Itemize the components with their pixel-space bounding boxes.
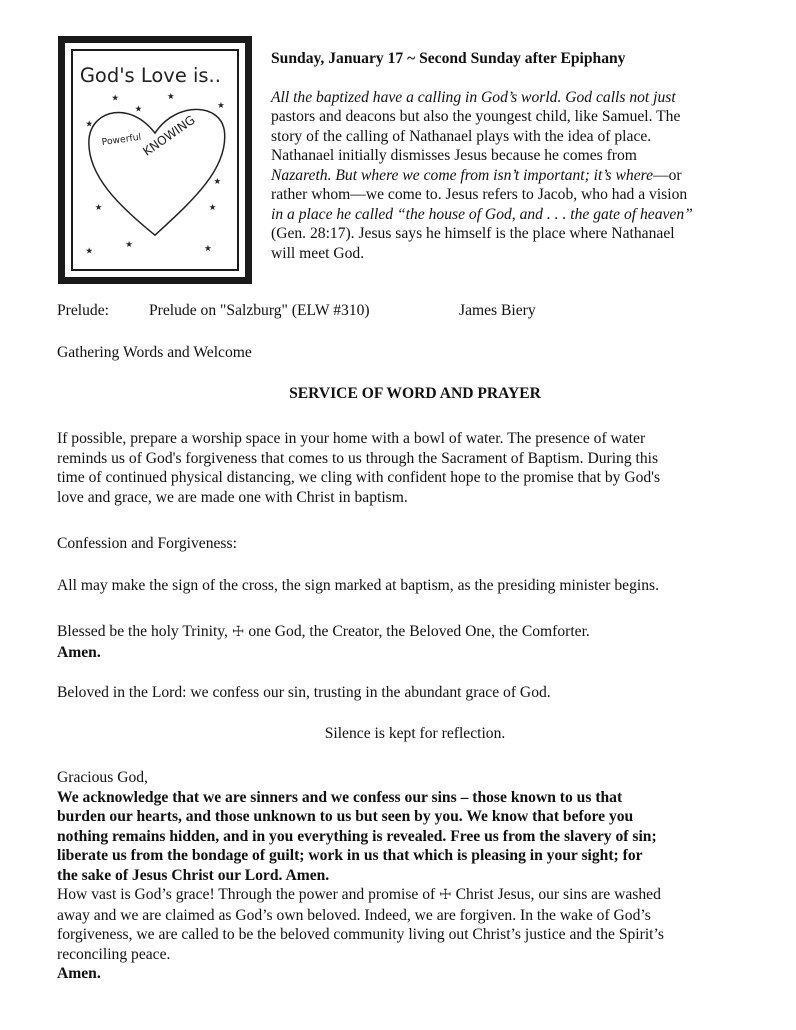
star-icon: ★ <box>111 93 119 103</box>
star-icon: ★ <box>217 101 225 111</box>
absolution-first-line <box>57 885 773 906</box>
blessed-after: one God, the Creator, the Beloved One, the Comforter. <box>248 623 590 640</box>
star-icon: ★ <box>134 104 143 114</box>
confession-prayer <box>57 768 773 984</box>
intro-segment: Nathanael initially dismisses Jesus because he comes from <box>271 147 637 164</box>
intro-segment: —or <box>653 166 682 184</box>
final-amen: Amen. <box>57 965 101 982</box>
heart-outline <box>89 109 225 235</box>
intro-segment: Nazareth. But where we come from isn’t important; it’s where <box>271 166 654 184</box>
confession-line: We acknowledge that we are sinners and we confess our sins – those known to us that <box>57 788 623 806</box>
star-icon: ★ <box>85 119 93 129</box>
confession-line: nothing remains hidden, and in you everything is revealed. Free us from the slavery of sin; <box>57 827 657 845</box>
confession-lines <box>57 788 773 886</box>
star-icon: ★ <box>125 240 133 250</box>
intro-segment: All the baptized have a calling in God’s world. God calls not just <box>271 88 676 106</box>
silence-rubric: Silence is kept for reflection. <box>324 725 506 742</box>
absolution-line: reconciling peace. <box>57 945 171 963</box>
star-icon: ★ <box>208 203 217 213</box>
header-block <box>271 49 771 263</box>
rubric-sign-of-cross: All may make the sign of the cross, the sign marked at baptism, as the presiding minister begins. <box>57 577 659 594</box>
intro-segment: in a place he called “the house of God, and . . . the gate of heaven” <box>271 205 693 223</box>
star-icon: ★ <box>167 91 175 101</box>
confession-line: burden our hearts, and those unknown to us but seen by you. We know that before you <box>57 808 634 825</box>
prelude-label: Prelude: <box>57 302 109 319</box>
blessed-line <box>57 622 773 643</box>
amen-response: Amen. <box>57 643 101 661</box>
intro-line <box>271 205 771 225</box>
paragraph-line: time of continued physical distancing, we cling with confident hope to the promise that by God's <box>57 469 661 486</box>
logo-title: God's Love is.. <box>79 64 221 88</box>
intro-line <box>271 244 771 264</box>
intro-line <box>271 224 771 244</box>
star-icon: ★ <box>213 177 221 187</box>
absolution-rest <box>57 906 773 965</box>
star-icon: ★ <box>94 203 103 213</box>
intro-line <box>271 185 771 205</box>
intro-segment: will meet God. <box>271 244 365 262</box>
intro-line <box>271 88 771 108</box>
prelude-composer: James Biery <box>459 302 536 319</box>
gods-love-logo <box>58 36 252 284</box>
logo-word-powerful: Powerful <box>101 131 142 149</box>
heart-drawing <box>65 43 245 277</box>
logo-word-knowing: KNOWING <box>140 112 198 159</box>
star-icon: ★ <box>85 246 93 256</box>
worship-space-paragraph <box>57 429 773 507</box>
paragraph-line: love and grace, we are made one with Christ in baptism. <box>57 488 408 506</box>
intro-segment: story of the calling of Nathanael plays with the idea of place. <box>271 127 652 145</box>
paragraph-line: reminds us of God's forgiveness that comes to us through the Sacrament of Baptism. During this <box>57 449 659 467</box>
absolution-after: Christ Jesus, our sins are washed <box>455 886 661 903</box>
intro-segment: pastors and deacons but also the youngest child, like Samuel. The <box>271 108 681 125</box>
confession-heading: Confession and Forgiveness: <box>57 535 237 552</box>
star-icon: ★ <box>204 243 212 253</box>
paragraph-line: If possible, prepare a worship space in your home with a bowl of water. The presence of water <box>57 430 646 447</box>
intro-paragraph <box>271 88 771 264</box>
cross-icon: ☩ <box>231 624 245 640</box>
service-heading: SERVICE OF WORD AND PRAYER <box>289 385 541 402</box>
confession-line: liberate us from the bondage of guilt; work in us that which is pleasing in your sight; for <box>57 847 643 864</box>
intro-line <box>271 146 771 166</box>
gracious-god: Gracious God, <box>57 769 148 786</box>
beloved-line: Beloved in the Lord: we confess our sin, trusting in the abundant grace of God. <box>57 684 551 701</box>
absolution-before: How vast is God’s grace! Through the power and promise of <box>57 886 436 903</box>
intro-line <box>271 166 771 186</box>
date-title: Sunday, January 17 ~ Second Sunday after Epiphany <box>271 50 626 67</box>
intro-line <box>271 107 771 127</box>
confession-line: the sake of Jesus Christ our Lord. Amen. <box>57 866 330 884</box>
prelude-title: Prelude on "Salzburg" (ELW #310) <box>149 302 370 319</box>
absolution-line: forgiveness, we are called to be the beloved community living out Christ’s justice and the Spirit’s <box>57 926 664 943</box>
intro-line <box>271 127 771 147</box>
absolution-line: away and we are claimed as God’s own beloved. Indeed, we are forgiven. In the wake of God’s <box>57 906 651 924</box>
blessed-before: Blessed be the holy Trinity, <box>57 623 228 640</box>
gathering-words: Gathering Words and Welcome <box>57 344 252 361</box>
intro-segment: (Gen. 28:17). Jesus says he himself is the place where Nathanael <box>271 225 675 242</box>
blessed-block <box>57 622 773 662</box>
star-icons <box>85 92 224 256</box>
intro-segment: rather whom—we come to. Jesus refers to Jacob, who had a vision <box>271 186 688 203</box>
cross-icon: ☩ <box>439 887 452 903</box>
